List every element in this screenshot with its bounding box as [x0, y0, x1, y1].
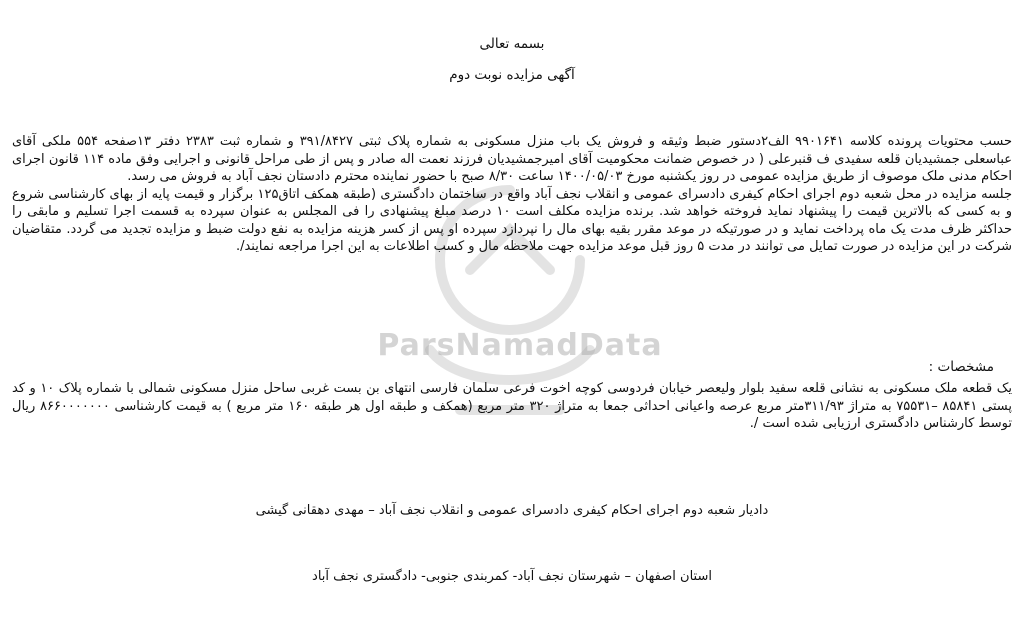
paragraph-auction-session: جلسه مزایده در محل شعبه دوم اجرای احکام کیفری دادسرای عمومی و انقلاب نجف آباد واقع در ساختمان دادگستری (طبقه همکف اتاق۱۲۵ برگزار و قیمت پایه از بهای کارشناسی شروع و به کسی که بالاترین قیمت را پیشنهاد نماید فروخته خواهد شد. برنده مزایده مکلف است ۱۰ درصد مبلغ پیشنهادی را فی المجلس به عنوان سپرده به قسمت اجرا تسلیم و مابقی را حداکثر ظرف مدت یک ماه پرداخت نماید و در صورتیکه در موعد مقرر بقیه بهای مال را نپردازد سپرده او پس از کسر هزینه مزایده به نفع دولت ضبط و مزایده تجدید می گردد. متقاضیان شرکت در این مزایده در صورت تمایل می توانند در مدت ۵ روز قبل موعد مزایده جهت ملاحظه مال و کسب اطلاعات به این اجرا مراجعه نمایند/.	[12, 186, 1013, 254]
watermark-brand: ParsNamadData	[377, 328, 663, 363]
specs-paragraph	[12, 380, 1012, 433]
specs-text: یک قطعه ملک مسکونی به نشانی قلعه سفید بلوار ولیعصر خیابان فردوسی کوچه اخوت فرعی سلمان فارسی انتهای بن بست غربی ساحل منزل مسکونی شمالی با شماره پلاک ۱۰ و کد پستی ۸۵۸۴۱ –۷۵۵۳۱ به متراژ ۳۱۱/۹۳متر مربع عرصه واعیانی احداثی جمعا به متراژ ۳۲۰ متر مربع (همکف و طبقه اول هر طبقه ۱۶۰ متر مربع ) به قیمت کارشناسی ۸۶۶۰۰۰۰۰۰۰ ریال توسط کارشناس دادگستری ارزیابی شده است /.	[12, 381, 1012, 431]
specs-heading: مشخصات :	[928, 359, 994, 375]
page-title: آگهی مزایده نوبت دوم	[449, 67, 575, 83]
footer-location: استان اصفهان – شهرستان نجف آباد- کمربندی جنوبی- دادگستری نجف آباد	[312, 569, 712, 584]
basmala-text: بسمه تعالی	[479, 36, 545, 52]
paragraph-case-details: حسب محتویات پرونده کلاسه ۹۹۰۱۶۴۱ الف۲دستور ضبط وثیقه و فروش یک باب منزل مسکونی به شماره پلاک ثبتی ۳۹۱/۸۴۲۷ و شماره ثبت ۲۳۸۳ دفتر ۱۳صفحه ۵۵۴ ملکی آقای عباسعلی جمشیدیان قلعه سفیدی ف قنبرعلی ( در خصوص ضمانت محکومیت آقای امیرجمشیدیان فرزند نعمت اله صادر و پس از طی مراحل قانونی و اجرایی وفق ماده ۱۱۴ قانون اجرای احکام مدنی ملک موصوف از طریق مزایده عمومی در روز یکشنبه مورخ ۱۴۰۰/۰۵/۰۳ ساعت ۸/۳۰ صبح با حضور نماینده محترم دادستان نجف آباد به فروش می رسد.	[12, 134, 1013, 184]
signature-line: دادیار شعبه دوم اجرای احکام کیفری دادسرای عمومی و انقلاب نجف آباد – مهدی دهقانی گیشی	[255, 503, 769, 518]
intro-paragraph	[12, 133, 1012, 256]
